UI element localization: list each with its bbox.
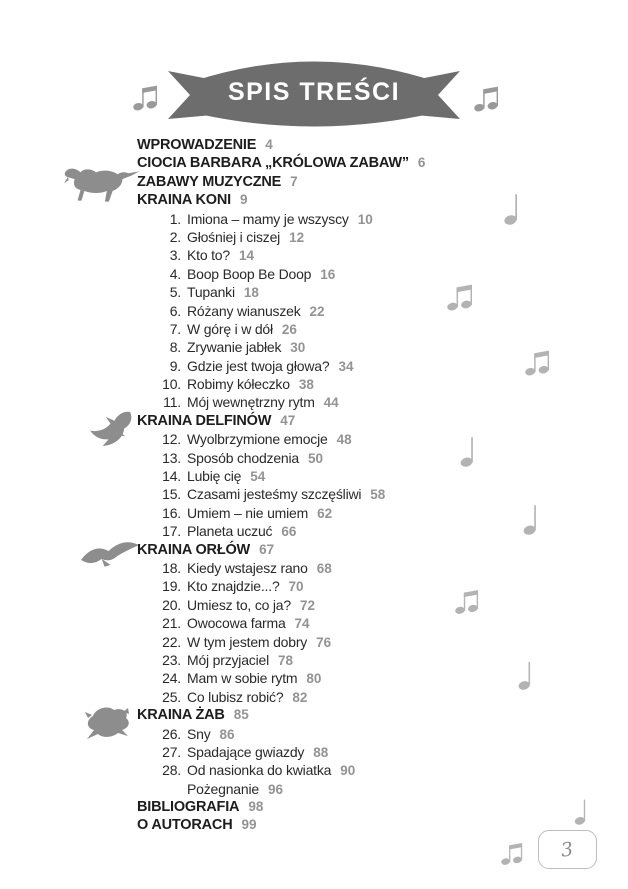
toc-item xyxy=(137,338,507,356)
toc-page-number: 58 xyxy=(370,487,386,503)
toc-section xyxy=(137,816,507,834)
toc-item xyxy=(137,504,507,522)
toc-item-label: Mój wewnętrzny rytm xyxy=(187,394,315,411)
beamed-eighth-notes-icon xyxy=(133,84,158,111)
toc-item-label: Kiedy wstajesz rano xyxy=(187,559,308,576)
dolphin-icon xyxy=(88,410,135,448)
toc-item-label: Od nasionka do kwiatka xyxy=(187,762,332,779)
toc-page-number: 48 xyxy=(336,432,352,448)
toc-page-number: 88 xyxy=(313,744,329,760)
toc-page-number: 12 xyxy=(289,229,305,245)
toc-item xyxy=(137,596,507,614)
toc-item xyxy=(137,522,507,540)
toc-page-number: 62 xyxy=(317,505,333,521)
toc-item xyxy=(137,761,507,779)
toc-item-number: 11. xyxy=(163,394,181,411)
toc-item-number: 23. xyxy=(162,651,181,668)
toc-item-label: Czasami jesteśmy szczęśliwi xyxy=(187,486,362,503)
toc-item-number: 1. xyxy=(169,210,181,227)
toc-page-number: 54 xyxy=(250,469,266,485)
toc-item xyxy=(137,485,507,503)
toc-section xyxy=(137,154,507,172)
toc-item xyxy=(137,210,507,228)
toc-item-number: 6. xyxy=(169,302,181,319)
toc-item-label: Imiona – mamy je wszyscy xyxy=(187,210,349,227)
toc-item xyxy=(137,688,507,706)
quarter-note-icon xyxy=(574,798,589,825)
toc-section xyxy=(137,412,507,430)
toc-item-number: 15. xyxy=(162,486,181,503)
toc-item-number: 3. xyxy=(169,247,181,264)
toc-page-number: 38 xyxy=(298,377,314,393)
toc-section-label: WPROWADZENIE xyxy=(137,137,257,153)
toc-page-number: 86 xyxy=(219,726,235,742)
toc-item-number: 16. xyxy=(162,504,181,521)
toc-page-number: 66 xyxy=(281,524,297,540)
toc-page-number: 96 xyxy=(267,781,283,797)
toc-item-number: 4. xyxy=(169,265,181,282)
toc-item-label: Co lubisz robić? xyxy=(187,688,284,705)
title-banner xyxy=(168,56,460,130)
toc-item-label: Kto to? xyxy=(187,247,230,264)
toc-item xyxy=(137,725,507,743)
toc-item xyxy=(137,283,507,301)
quarter-note-icon xyxy=(518,660,534,690)
toc-page-number: 16 xyxy=(320,266,336,282)
page-title: SPIS TREŚCI xyxy=(227,78,401,106)
toc-section xyxy=(137,541,507,559)
toc-page-number: 10 xyxy=(357,211,373,227)
toc-item-label: Umiesz to, co ja? xyxy=(187,596,291,613)
toc-item-number: 21. xyxy=(162,615,181,632)
toc-section-label: O AUTORACH xyxy=(137,817,233,834)
toc-section xyxy=(137,191,507,209)
toc-item xyxy=(137,669,507,687)
toc-item-number: 14. xyxy=(162,468,181,485)
toc-page-number: 78 xyxy=(278,652,294,668)
toc-item-number: 20. xyxy=(162,596,181,613)
horse-icon xyxy=(62,163,140,207)
toc-page-number: 90 xyxy=(340,763,356,779)
toc-item xyxy=(137,614,507,632)
toc-page-number: 22 xyxy=(309,303,325,319)
toc-item-label: Zrywanie jabłek xyxy=(187,339,282,356)
beamed-eighth-notes-icon xyxy=(525,349,550,376)
toc-page-number: 76 xyxy=(316,634,332,650)
toc-item xyxy=(137,449,507,467)
frog-icon xyxy=(82,702,132,740)
toc-section-label: KRAINA DELFINÓW xyxy=(137,412,272,429)
toc-section xyxy=(137,173,507,191)
toc-page-number: 34 xyxy=(338,358,354,374)
toc-item-label: Kto znajdzie...? xyxy=(187,578,280,595)
toc-section-label: KRAINA ORŁÓW xyxy=(137,541,251,558)
toc-page-number: 85 xyxy=(233,707,249,723)
page-number: 3 xyxy=(559,837,576,862)
toc-item-number: 7. xyxy=(169,320,181,337)
toc-section xyxy=(137,136,507,154)
toc-item-number: 19. xyxy=(162,578,181,595)
toc-page-number: 47 xyxy=(280,412,296,428)
toc-item xyxy=(137,320,507,338)
toc-page-number: 74 xyxy=(294,616,310,632)
toc-item-label: Boop Boop Be Doop xyxy=(187,265,312,282)
toc-item xyxy=(137,743,507,761)
toc-item-number: 8. xyxy=(169,339,181,356)
toc-item-label: Gdzie jest twoja głowa? xyxy=(187,357,330,374)
toc-item-number: 18. xyxy=(162,559,181,576)
toc-item-number: 24. xyxy=(162,670,181,687)
toc-item-label: Robimy kółeczko xyxy=(187,376,290,393)
toc-page-number: 44 xyxy=(323,395,339,411)
toc-item-label: Mój przyjaciel xyxy=(187,651,269,668)
toc-section-label: KRAINA KONI xyxy=(137,192,231,209)
toc-item xyxy=(137,559,507,577)
toc-item-label: Wyolbrzymione emocje xyxy=(187,431,328,448)
beamed-eighth-notes-icon xyxy=(501,842,523,865)
toc-page-number: 67 xyxy=(259,541,275,557)
toc-page-number: 68 xyxy=(316,560,332,576)
toc-page-number: 82 xyxy=(292,689,308,705)
toc-page-number: 98 xyxy=(248,799,264,815)
toc-item-label: Planeta uczuć xyxy=(187,523,273,540)
toc-item xyxy=(137,228,507,246)
toc-item xyxy=(137,265,507,283)
toc-item-label: Umiem – nie umiem xyxy=(187,504,309,521)
quarter-note-icon xyxy=(523,503,540,535)
toc-item-label: Mam w sobie rytm xyxy=(187,670,298,687)
toc-page-number: 26 xyxy=(281,321,297,337)
toc-page-number: 80 xyxy=(306,671,322,687)
toc-item xyxy=(137,430,507,448)
toc-page-number: 72 xyxy=(299,597,316,613)
toc-item-label: Pożegnanie xyxy=(187,780,259,797)
toc-page-number: 6 xyxy=(417,155,426,171)
toc-item-label: W tym jestem dobry xyxy=(187,633,308,650)
toc-item xyxy=(137,246,507,264)
toc-page-number: 18 xyxy=(243,285,259,301)
toc-item-number: 10. xyxy=(162,376,181,393)
toc-section-label: ZABAWY MUZYCZNE xyxy=(137,173,282,190)
toc-item xyxy=(137,467,507,485)
toc-item xyxy=(137,651,507,669)
toc-section-label: KRAINA ŻAB xyxy=(137,707,225,724)
toc-page-number: 4 xyxy=(265,137,273,152)
toc-item-label: Tupanki xyxy=(187,284,235,301)
toc-item-label: Sposób chodzenia xyxy=(187,449,299,466)
toc-section xyxy=(137,706,507,724)
toc-item-label: Spadające gwiazdy xyxy=(187,743,305,760)
toc-section-label: BIBLIOGRAFIA xyxy=(137,799,240,816)
toc-item-label: Sny xyxy=(187,725,211,742)
toc-section xyxy=(137,798,507,816)
toc-item-number: 22. xyxy=(162,633,181,650)
toc-page-number: 70 xyxy=(288,579,304,595)
toc-item xyxy=(137,393,507,411)
toc-item-unnumbered xyxy=(137,780,507,798)
toc-item-label: Głośniej i ciszej xyxy=(187,228,281,245)
toc-item-label: W górę i w dół xyxy=(187,320,273,337)
toc-page-number: 7 xyxy=(290,173,298,189)
toc-item-number: 28. xyxy=(162,762,181,779)
toc-item-number: 12. xyxy=(162,431,181,448)
toc-item-number: 13. xyxy=(162,449,181,466)
toc-item-number: 9. xyxy=(169,357,181,374)
beamed-eighth-notes-icon xyxy=(474,85,499,112)
toc-item-label: Owocowa farma xyxy=(187,615,286,632)
toc-item xyxy=(137,633,507,651)
toc-item xyxy=(137,302,507,320)
toc-item-number: 26. xyxy=(162,725,181,742)
toc-page-number: 50 xyxy=(308,450,324,466)
eagle-icon xyxy=(81,539,140,571)
toc-item-label: Różany wianuszek xyxy=(187,302,301,319)
toc-item-number: 5. xyxy=(169,284,181,301)
toc-item-number: 27. xyxy=(162,743,181,760)
toc-page-number: 99 xyxy=(241,817,257,833)
table-of-contents xyxy=(137,136,507,835)
page-number-badge xyxy=(538,830,597,869)
toc-page-number: 30 xyxy=(290,340,306,356)
toc-page-number: 14 xyxy=(238,248,254,264)
toc-section-label: CIOCIA BARBARA „KRÓLOWA ZABAW” xyxy=(137,155,409,172)
toc-item xyxy=(137,375,507,393)
toc-item-number: 17. xyxy=(162,523,181,540)
toc-item-number: 25. xyxy=(162,688,181,705)
toc-item-number: 2. xyxy=(169,228,181,245)
toc-page-number: 9 xyxy=(239,192,248,208)
toc-item xyxy=(137,577,507,595)
toc-item xyxy=(137,357,507,375)
toc-item-label: Lubię cię xyxy=(187,468,242,485)
